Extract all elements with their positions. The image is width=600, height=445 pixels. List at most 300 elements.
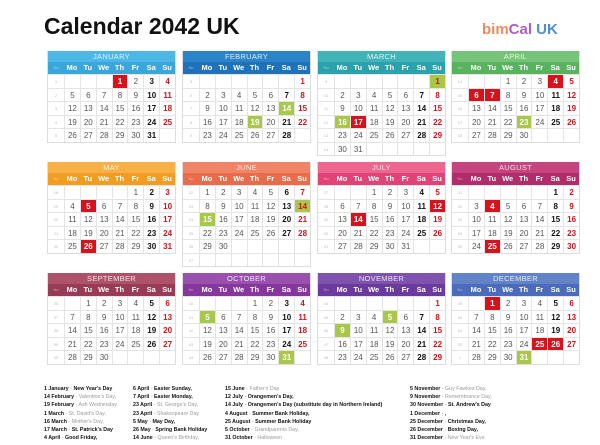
- day-cell[interactable]: 20: [516, 227, 532, 240]
- day-cell[interactable]: 11: [413, 200, 429, 213]
- day-cell[interactable]: 25: [247, 227, 263, 240]
- day-cell[interactable]: 14: [64, 324, 80, 337]
- day-cell[interactable]: 3: [112, 297, 128, 310]
- day-cell[interactable]: 24: [516, 338, 532, 351]
- day-cell[interactable]: 15: [500, 102, 516, 115]
- day-cell[interactable]: 21: [484, 116, 500, 129]
- day-cell[interactable]: 16: [516, 102, 532, 115]
- day-cell[interactable]: 27: [397, 351, 413, 364]
- day-cell[interactable]: 26: [64, 129, 80, 142]
- day-cell[interactable]: 25: [159, 116, 175, 129]
- day-cell[interactable]: 19: [563, 102, 579, 115]
- day-cell[interactable]: 8: [294, 89, 310, 102]
- day-cell[interactable]: 6: [80, 89, 96, 102]
- day-cell[interactable]: 31: [397, 240, 413, 253]
- day-cell[interactable]: 22: [127, 227, 143, 240]
- day-cell[interactable]: 26: [80, 240, 96, 253]
- day-cell[interactable]: 1: [127, 186, 143, 199]
- day-cell[interactable]: 6: [262, 89, 278, 102]
- day-cell[interactable]: 11: [247, 200, 263, 213]
- day-cell[interactable]: 9: [500, 311, 516, 324]
- day-cell[interactable]: 6: [397, 89, 413, 102]
- day-cell[interactable]: 19: [143, 324, 159, 337]
- day-cell[interactable]: 16: [143, 213, 159, 226]
- day-cell[interactable]: 29: [366, 240, 382, 253]
- day-cell[interactable]: 18: [159, 102, 175, 115]
- day-cell[interactable]: 3: [143, 75, 159, 88]
- day-cell[interactable]: 17: [350, 338, 366, 351]
- day-cell[interactable]: 28: [468, 351, 484, 364]
- day-cell[interactable]: 2: [96, 297, 112, 310]
- day-cell[interactable]: 14: [468, 324, 484, 337]
- day-cell[interactable]: 31: [278, 351, 294, 364]
- day-cell[interactable]: 18: [484, 227, 500, 240]
- day-cell[interactable]: 4: [159, 75, 175, 88]
- day-cell[interactable]: 31: [516, 351, 532, 364]
- day-cell[interactable]: 17: [215, 116, 231, 129]
- day-cell[interactable]: 5: [500, 200, 516, 213]
- day-cell[interactable]: 29: [547, 240, 563, 253]
- day-cell[interactable]: 19: [64, 116, 80, 129]
- day-cell[interactable]: 20: [96, 227, 112, 240]
- day-cell[interactable]: 28: [413, 351, 429, 364]
- day-cell[interactable]: 22: [366, 227, 382, 240]
- day-cell[interactable]: 5: [80, 200, 96, 213]
- day-cell[interactable]: 4: [247, 186, 263, 199]
- day-cell[interactable]: 15: [112, 102, 128, 115]
- day-cell[interactable]: 13: [468, 102, 484, 115]
- day-cell[interactable]: 7: [350, 200, 366, 213]
- day-cell[interactable]: 17: [231, 213, 247, 226]
- day-cell[interactable]: 8: [112, 89, 128, 102]
- day-cell[interactable]: 6: [516, 200, 532, 213]
- day-cell[interactable]: 5: [262, 186, 278, 199]
- day-cell[interactable]: 20: [334, 227, 350, 240]
- day-cell[interactable]: 9: [516, 89, 532, 102]
- day-cell[interactable]: 31: [143, 129, 159, 142]
- day-cell[interactable]: 10: [215, 102, 231, 115]
- day-cell[interactable]: 3: [468, 200, 484, 213]
- day-cell[interactable]: 4: [547, 75, 563, 88]
- day-cell[interactable]: 13: [215, 324, 231, 337]
- day-cell[interactable]: 4: [531, 297, 547, 310]
- day-cell[interactable]: 13: [96, 213, 112, 226]
- day-cell[interactable]: 28: [531, 240, 547, 253]
- day-cell[interactable]: 31: [159, 240, 175, 253]
- day-cell[interactable]: 15: [127, 213, 143, 226]
- day-cell[interactable]: 8: [429, 311, 445, 324]
- day-cell[interactable]: 2: [215, 186, 231, 199]
- day-cell[interactable]: 20: [159, 324, 175, 337]
- day-cell[interactable]: 5: [382, 311, 398, 324]
- day-cell[interactable]: 5: [199, 311, 215, 324]
- day-cell[interactable]: 2: [143, 186, 159, 199]
- day-cell[interactable]: 10: [350, 324, 366, 337]
- day-cell[interactable]: 12: [563, 89, 579, 102]
- day-cell[interactable]: 9: [563, 200, 579, 213]
- day-cell[interactable]: 21: [294, 213, 310, 226]
- day-cell[interactable]: 28: [278, 129, 294, 142]
- day-cell[interactable]: 22: [247, 338, 263, 351]
- day-cell[interactable]: 30: [262, 351, 278, 364]
- day-cell[interactable]: 19: [247, 116, 263, 129]
- day-cell[interactable]: 12: [382, 324, 398, 337]
- day-cell[interactable]: 17: [278, 324, 294, 337]
- day-cell[interactable]: 2: [500, 297, 516, 310]
- day-cell[interactable]: 29: [500, 129, 516, 142]
- day-cell[interactable]: 19: [382, 116, 398, 129]
- day-cell[interactable]: 30: [516, 129, 532, 142]
- day-cell[interactable]: 4: [413, 186, 429, 199]
- day-cell[interactable]: 25: [366, 351, 382, 364]
- day-cell[interactable]: 27: [397, 129, 413, 142]
- day-cell[interactable]: 5: [563, 75, 579, 88]
- day-cell[interactable]: 6: [397, 311, 413, 324]
- day-cell[interactable]: 9: [334, 324, 350, 337]
- day-cell[interactable]: 18: [247, 213, 263, 226]
- day-cell[interactable]: 24: [278, 338, 294, 351]
- day-cell[interactable]: 27: [215, 351, 231, 364]
- day-cell[interactable]: 21: [231, 338, 247, 351]
- day-cell[interactable]: 25: [366, 129, 382, 142]
- day-cell[interactable]: 21: [350, 227, 366, 240]
- day-cell[interactable]: 12: [64, 102, 80, 115]
- day-cell[interactable]: 17: [468, 227, 484, 240]
- day-cell[interactable]: 17: [516, 324, 532, 337]
- day-cell[interactable]: 24: [350, 129, 366, 142]
- day-cell[interactable]: 30: [96, 351, 112, 364]
- day-cell[interactable]: 19: [429, 213, 445, 226]
- day-cell[interactable]: 27: [262, 129, 278, 142]
- day-cell[interactable]: 10: [516, 311, 532, 324]
- day-cell[interactable]: 25: [294, 338, 310, 351]
- day-cell[interactable]: 8: [80, 311, 96, 324]
- day-cell[interactable]: 18: [127, 324, 143, 337]
- day-cell[interactable]: 7: [112, 200, 128, 213]
- day-cell[interactable]: 13: [516, 213, 532, 226]
- day-cell[interactable]: 28: [484, 129, 500, 142]
- day-cell[interactable]: 9: [199, 102, 215, 115]
- day-cell[interactable]: 10: [468, 213, 484, 226]
- day-cell[interactable]: 16: [215, 213, 231, 226]
- day-cell[interactable]: 12: [247, 102, 263, 115]
- day-cell[interactable]: 7: [278, 89, 294, 102]
- day-cell[interactable]: 11: [127, 311, 143, 324]
- day-cell[interactable]: 9: [262, 311, 278, 324]
- day-cell[interactable]: 27: [334, 240, 350, 253]
- day-cell[interactable]: 3: [215, 89, 231, 102]
- day-cell[interactable]: 23: [334, 351, 350, 364]
- day-cell[interactable]: 21: [413, 116, 429, 129]
- day-cell[interactable]: 4: [231, 89, 247, 102]
- day-cell[interactable]: 24: [468, 240, 484, 253]
- day-cell[interactable]: 15: [294, 102, 310, 115]
- day-cell[interactable]: 15: [547, 213, 563, 226]
- day-cell[interactable]: 26: [429, 227, 445, 240]
- day-cell[interactable]: 12: [143, 311, 159, 324]
- day-cell[interactable]: 29: [484, 351, 500, 364]
- day-cell[interactable]: 7: [64, 311, 80, 324]
- day-cell[interactable]: 7: [484, 89, 500, 102]
- day-cell[interactable]: 20: [468, 116, 484, 129]
- day-cell[interactable]: 27: [516, 240, 532, 253]
- day-cell[interactable]: 18: [64, 227, 80, 240]
- day-cell[interactable]: 26: [382, 129, 398, 142]
- day-cell[interactable]: 10: [112, 311, 128, 324]
- day-cell[interactable]: 25: [413, 227, 429, 240]
- day-cell[interactable]: 19: [382, 338, 398, 351]
- day-cell[interactable]: 28: [413, 129, 429, 142]
- day-cell[interactable]: 16: [500, 324, 516, 337]
- day-cell[interactable]: 5: [429, 186, 445, 199]
- day-cell[interactable]: 17: [531, 102, 547, 115]
- day-cell[interactable]: 4: [127, 297, 143, 310]
- day-cell[interactable]: 20: [262, 116, 278, 129]
- day-cell[interactable]: 21: [468, 338, 484, 351]
- day-cell[interactable]: 7: [413, 89, 429, 102]
- day-cell[interactable]: 11: [366, 102, 382, 115]
- day-cell[interactable]: 1: [112, 75, 128, 88]
- day-cell[interactable]: 14: [231, 324, 247, 337]
- day-cell[interactable]: 30: [500, 351, 516, 364]
- day-cell[interactable]: 3: [516, 297, 532, 310]
- day-cell[interactable]: 3: [278, 297, 294, 310]
- day-cell[interactable]: 2: [199, 89, 215, 102]
- day-cell[interactable]: 6: [215, 311, 231, 324]
- day-cell[interactable]: 19: [199, 338, 215, 351]
- day-cell[interactable]: 2: [382, 186, 398, 199]
- day-cell[interactable]: 27: [159, 338, 175, 351]
- day-cell[interactable]: 29: [80, 351, 96, 364]
- day-cell[interactable]: 17: [159, 213, 175, 226]
- day-cell[interactable]: 24: [143, 116, 159, 129]
- day-cell[interactable]: 22: [500, 116, 516, 129]
- day-cell[interactable]: 26: [563, 116, 579, 129]
- day-cell[interactable]: 23: [334, 129, 350, 142]
- day-cell[interactable]: 28: [350, 240, 366, 253]
- day-cell[interactable]: 4: [294, 297, 310, 310]
- day-cell[interactable]: 3: [397, 186, 413, 199]
- day-cell[interactable]: 10: [231, 200, 247, 213]
- day-cell[interactable]: 18: [366, 338, 382, 351]
- day-cell[interactable]: 15: [247, 324, 263, 337]
- day-cell[interactable]: 18: [413, 213, 429, 226]
- day-cell[interactable]: 21: [531, 227, 547, 240]
- day-cell[interactable]: 3: [531, 75, 547, 88]
- day-cell[interactable]: 9: [143, 200, 159, 213]
- day-cell[interactable]: 9: [382, 200, 398, 213]
- day-cell[interactable]: 8: [366, 200, 382, 213]
- day-cell[interactable]: 22: [547, 227, 563, 240]
- day-cell[interactable]: 17: [143, 102, 159, 115]
- day-cell[interactable]: 16: [199, 116, 215, 129]
- day-cell[interactable]: 13: [80, 102, 96, 115]
- day-cell[interactable]: 24: [159, 227, 175, 240]
- day-cell[interactable]: 30: [143, 240, 159, 253]
- day-cell[interactable]: 8: [127, 200, 143, 213]
- day-cell[interactable]: 24: [397, 227, 413, 240]
- day-cell[interactable]: 9: [96, 311, 112, 324]
- day-cell[interactable]: 23: [500, 338, 516, 351]
- day-cell[interactable]: 14: [350, 213, 366, 226]
- day-cell[interactable]: 10: [278, 311, 294, 324]
- day-cell[interactable]: 22: [112, 116, 128, 129]
- day-cell[interactable]: 20: [563, 324, 579, 337]
- day-cell[interactable]: 2: [334, 311, 350, 324]
- day-cell[interactable]: 6: [334, 200, 350, 213]
- day-cell[interactable]: 18: [366, 116, 382, 129]
- day-cell[interactable]: 22: [484, 338, 500, 351]
- day-cell[interactable]: 15: [199, 213, 215, 226]
- day-cell[interactable]: 3: [159, 186, 175, 199]
- day-cell[interactable]: 19: [500, 227, 516, 240]
- day-cell[interactable]: 21: [413, 338, 429, 351]
- day-cell[interactable]: 24: [112, 338, 128, 351]
- day-cell[interactable]: 25: [127, 338, 143, 351]
- day-cell[interactable]: 25: [531, 338, 547, 351]
- day-cell[interactable]: 14: [413, 102, 429, 115]
- day-cell[interactable]: 29: [127, 240, 143, 253]
- day-cell[interactable]: 23: [382, 227, 398, 240]
- day-cell[interactable]: 1: [80, 297, 96, 310]
- day-cell[interactable]: 23: [143, 227, 159, 240]
- day-cell[interactable]: 12: [80, 213, 96, 226]
- day-cell[interactable]: 30: [563, 240, 579, 253]
- day-cell[interactable]: 12: [500, 213, 516, 226]
- day-cell[interactable]: 27: [468, 129, 484, 142]
- day-cell[interactable]: 28: [64, 351, 80, 364]
- day-cell[interactable]: 23: [262, 338, 278, 351]
- day-cell[interactable]: 23: [96, 338, 112, 351]
- day-cell[interactable]: 12: [262, 200, 278, 213]
- day-cell[interactable]: 7: [294, 186, 310, 199]
- day-cell[interactable]: 5: [547, 297, 563, 310]
- day-cell[interactable]: 20: [215, 338, 231, 351]
- day-cell[interactable]: 20: [278, 213, 294, 226]
- day-cell[interactable]: 28: [112, 240, 128, 253]
- day-cell[interactable]: 8: [484, 311, 500, 324]
- day-cell[interactable]: 4: [366, 311, 382, 324]
- day-cell[interactable]: 7: [468, 311, 484, 324]
- day-cell[interactable]: 16: [563, 213, 579, 226]
- day-cell[interactable]: 13: [262, 102, 278, 115]
- day-cell[interactable]: 23: [516, 116, 532, 129]
- brand-logo[interactable]: [482, 21, 558, 38]
- day-cell[interactable]: 2: [334, 89, 350, 102]
- day-cell[interactable]: 2: [516, 75, 532, 88]
- day-cell[interactable]: 2: [563, 186, 579, 199]
- day-cell[interactable]: 24: [350, 351, 366, 364]
- day-cell[interactable]: 7: [413, 311, 429, 324]
- day-cell[interactable]: 1: [247, 297, 263, 310]
- day-cell[interactable]: 30: [215, 240, 231, 253]
- day-cell[interactable]: 11: [484, 213, 500, 226]
- day-cell[interactable]: 27: [278, 227, 294, 240]
- day-cell[interactable]: 24: [531, 116, 547, 129]
- day-cell[interactable]: 15: [80, 324, 96, 337]
- day-cell[interactable]: 13: [334, 213, 350, 226]
- day-cell[interactable]: 23: [215, 227, 231, 240]
- day-cell[interactable]: 14: [531, 213, 547, 226]
- day-cell[interactable]: 25: [231, 129, 247, 142]
- day-cell[interactable]: 15: [484, 324, 500, 337]
- day-cell[interactable]: 8: [547, 200, 563, 213]
- day-cell[interactable]: 19: [80, 227, 96, 240]
- day-cell[interactable]: 11: [547, 89, 563, 102]
- day-cell[interactable]: 26: [500, 240, 516, 253]
- day-cell[interactable]: 10: [531, 89, 547, 102]
- day-cell[interactable]: 22: [80, 338, 96, 351]
- day-cell[interactable]: 18: [294, 324, 310, 337]
- day-cell[interactable]: 28: [294, 227, 310, 240]
- day-cell[interactable]: 19: [262, 213, 278, 226]
- day-cell[interactable]: 15: [429, 324, 445, 337]
- day-cell[interactable]: 1: [547, 186, 563, 199]
- day-cell[interactable]: 16: [127, 102, 143, 115]
- day-cell[interactable]: 16: [334, 116, 350, 129]
- day-cell[interactable]: 8: [500, 89, 516, 102]
- day-cell[interactable]: 27: [80, 129, 96, 142]
- day-cell[interactable]: 24: [215, 129, 231, 142]
- day-cell[interactable]: 3: [231, 186, 247, 199]
- day-cell[interactable]: 13: [278, 200, 294, 213]
- day-cell[interactable]: 23: [127, 116, 143, 129]
- day-cell[interactable]: 3: [350, 311, 366, 324]
- day-cell[interactable]: 26: [143, 338, 159, 351]
- day-cell[interactable]: 7: [96, 89, 112, 102]
- day-cell[interactable]: 29: [199, 240, 215, 253]
- day-cell[interactable]: 5: [64, 89, 80, 102]
- day-cell[interactable]: 6: [468, 89, 484, 102]
- day-cell[interactable]: 24: [231, 227, 247, 240]
- day-cell[interactable]: 8: [247, 311, 263, 324]
- day-cell[interactable]: 1: [366, 186, 382, 199]
- day-cell[interactable]: 15: [366, 213, 382, 226]
- day-cell[interactable]: 7: [231, 311, 247, 324]
- day-cell[interactable]: 22: [294, 116, 310, 129]
- day-cell[interactable]: 25: [64, 240, 80, 253]
- day-cell[interactable]: 27: [563, 338, 579, 351]
- day-cell[interactable]: 8: [199, 200, 215, 213]
- day-cell[interactable]: 22: [199, 227, 215, 240]
- day-cell[interactable]: 4: [64, 200, 80, 213]
- day-cell[interactable]: 4: [366, 89, 382, 102]
- day-cell[interactable]: 14: [112, 213, 128, 226]
- day-cell[interactable]: 27: [96, 240, 112, 253]
- day-cell[interactable]: 16: [334, 338, 350, 351]
- day-cell[interactable]: 20: [397, 338, 413, 351]
- day-cell[interactable]: 29: [112, 129, 128, 142]
- day-cell[interactable]: 13: [159, 311, 175, 324]
- day-cell[interactable]: 1: [429, 297, 445, 310]
- day-cell[interactable]: 21: [112, 227, 128, 240]
- day-cell[interactable]: 12: [382, 102, 398, 115]
- day-cell[interactable]: 19: [547, 324, 563, 337]
- day-cell[interactable]: 17: [397, 213, 413, 226]
- day-cell[interactable]: 2: [127, 75, 143, 88]
- day-cell[interactable]: 29: [429, 351, 445, 364]
- day-cell[interactable]: 14: [484, 102, 500, 115]
- day-cell[interactable]: 18: [231, 116, 247, 129]
- day-cell[interactable]: 22: [429, 116, 445, 129]
- day-cell[interactable]: 12: [429, 200, 445, 213]
- day-cell[interactable]: 20: [397, 116, 413, 129]
- day-cell[interactable]: 15: [429, 102, 445, 115]
- day-cell[interactable]: 28: [231, 351, 247, 364]
- day-cell[interactable]: 22: [429, 338, 445, 351]
- day-cell[interactable]: 9: [127, 89, 143, 102]
- day-cell[interactable]: 25: [484, 240, 500, 253]
